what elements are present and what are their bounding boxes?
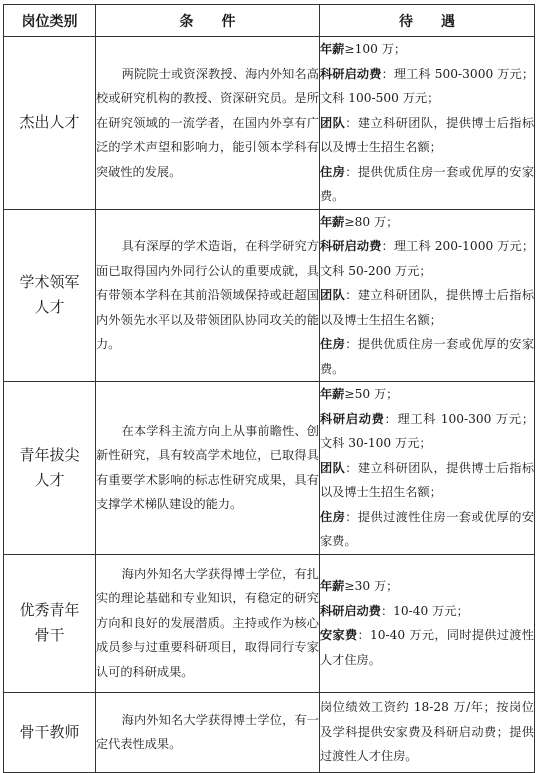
position-type-cell <box>4 382 96 555</box>
table-row <box>4 554 535 692</box>
benefit-item <box>320 332 534 381</box>
benefit-text: ：理工科 100-300 万元；文科 30-100 万元； <box>320 411 535 450</box>
benefit-label: 年薪 <box>320 42 345 56</box>
condition-cell <box>96 37 320 210</box>
benefit-label: 科研启动费 <box>320 239 382 253</box>
benefit-cell <box>320 209 535 382</box>
condition-text: 海内外知名大学获得博士学位，有扎实的理论基础和专业知识，有稳定的研究方向和良好的发展潜质。主持或作为核心成员参与过重要科研项目，取得同行专家认可的科研成果。 <box>96 566 319 679</box>
position-type-cell <box>4 692 96 772</box>
benefit-label: 安家费 <box>320 628 358 642</box>
position-type-line: 骨干 <box>34 626 65 644</box>
benefit-text: ：建立科研团队，提供博士后指标以及博士生招生名额； <box>320 288 535 327</box>
benefit-label: 年薪 <box>320 387 345 401</box>
benefit-label: 住房 <box>320 164 346 179</box>
position-type-cell <box>4 37 96 210</box>
benefit-text: ≥100 万； <box>344 42 407 56</box>
benefit-item <box>320 505 534 554</box>
benefit-item <box>320 283 534 332</box>
benefit-item <box>320 456 534 505</box>
benefit-text: ：提供优质住房一套或优厚的安家费。 <box>320 164 535 203</box>
benefit-label: 住房 <box>320 509 346 524</box>
benefit-item <box>320 62 534 111</box>
benefit-label: 科研启动费 <box>320 411 385 426</box>
table-row <box>4 37 535 210</box>
benefit-text: ：建立科研团队，提供博士后指标以及博士生招生名额； <box>320 115 535 154</box>
condition-text: 具有深厚的学术造诣，在科学研究方面已取得国内外同行公认的重要成就，具有带领本学科在其前沿领域保持或赶超国内外领先水平以及带领团队协同攻关的能力。 <box>96 239 319 351</box>
benefit-label: 住房 <box>320 337 346 351</box>
table-row <box>4 382 535 555</box>
header-condition: 条 件 <box>96 5 320 37</box>
benefit-item <box>320 160 534 209</box>
header-position-type: 岗位类别 <box>4 5 96 37</box>
condition-cell <box>96 209 320 382</box>
position-type-cell <box>4 554 96 692</box>
header-benefit: 待 遇 <box>320 5 535 37</box>
benefit-cell <box>320 692 535 772</box>
benefit-text: ：提供过渡性住房一套或优厚的安家费。 <box>320 509 535 548</box>
talent-recruitment-table <box>3 4 535 773</box>
benefit-label: 科研启动费 <box>320 603 381 618</box>
benefit-text: ：理工科 200-1000 万元；文科 50-200 万元； <box>320 239 535 278</box>
table-header-row <box>4 5 535 37</box>
benefit-label: 年薪 <box>320 214 345 229</box>
position-type-line: 人才 <box>34 470 65 489</box>
condition-text: 在本学科主流方向上从事前瞻性、创新性研究，具有较高学术地位，已取得具有重要学术影响的标志性研究成果，具有支撑学术梯队建设的能力。 <box>96 423 319 512</box>
position-type-line: 学术领军 <box>19 273 80 292</box>
position-type-line: 骨干教师 <box>19 722 80 741</box>
benefit-label: 团队 <box>320 460 346 475</box>
benefit-item <box>320 695 534 769</box>
condition-text: 海内外知名大学获得博士学位，有一定代表性成果。 <box>96 712 319 751</box>
condition-cell <box>96 692 320 772</box>
benefit-item <box>320 407 534 456</box>
benefit-item <box>320 599 534 624</box>
benefit-label: 年薪 <box>320 579 345 593</box>
benefit-cell <box>320 382 535 555</box>
table-row <box>4 209 535 382</box>
benefit-label: 科研启动费 <box>320 66 382 81</box>
benefit-cell <box>320 554 535 692</box>
benefit-item <box>320 574 534 599</box>
benefit-item <box>320 234 534 283</box>
benefit-text: ：建立科研团队，提供博士后指标以及博士生招生名额； <box>320 460 535 499</box>
benefit-text: ：10-40 万元，同时提供过渡性人才住房。 <box>320 628 534 667</box>
benefit-text: ≥30 万； <box>344 579 399 593</box>
position-type-line: 人才 <box>34 298 65 317</box>
position-type-line: 青年拔尖 <box>19 445 80 464</box>
condition-cell <box>96 382 320 555</box>
benefit-item <box>320 111 534 160</box>
benefit-text: ≥80 万； <box>344 214 399 229</box>
benefit-text: ：理工科 500-3000 万元；文科 100-500 万元； <box>320 66 535 105</box>
condition-cell <box>96 554 320 692</box>
benefit-item <box>320 210 534 235</box>
table-row <box>4 692 535 772</box>
benefit-text: ：提供优质住房一套或优厚的安家费。 <box>320 337 535 376</box>
position-type-line: 优秀青年 <box>19 601 80 619</box>
benefit-item <box>320 382 534 407</box>
position-type-cell <box>4 209 96 382</box>
benefit-text: ：10-40 万元； <box>380 603 469 618</box>
benefit-item <box>320 623 534 672</box>
benefit-item <box>320 37 534 62</box>
benefit-cell <box>320 37 535 210</box>
benefit-label: 团队 <box>320 288 346 302</box>
position-type-line: 杰出人才 <box>19 113 80 132</box>
benefit-text: ≥50 万； <box>344 387 399 401</box>
condition-text: 两院院士或资深教授、海内外知名高校或研究机构的教授、资深研究员。是所在研究领域的一流学者，在国内外享有广泛的学术声望和影响力，能引领本学科有突破性的发展。 <box>96 66 319 179</box>
benefit-label: 团队 <box>320 115 346 130</box>
benefit-text: 岗位绩效工资约 18-28 万/年；按岗位及学科提供安家费及科研启动费；提供过渡性人才住房。 <box>320 700 534 764</box>
